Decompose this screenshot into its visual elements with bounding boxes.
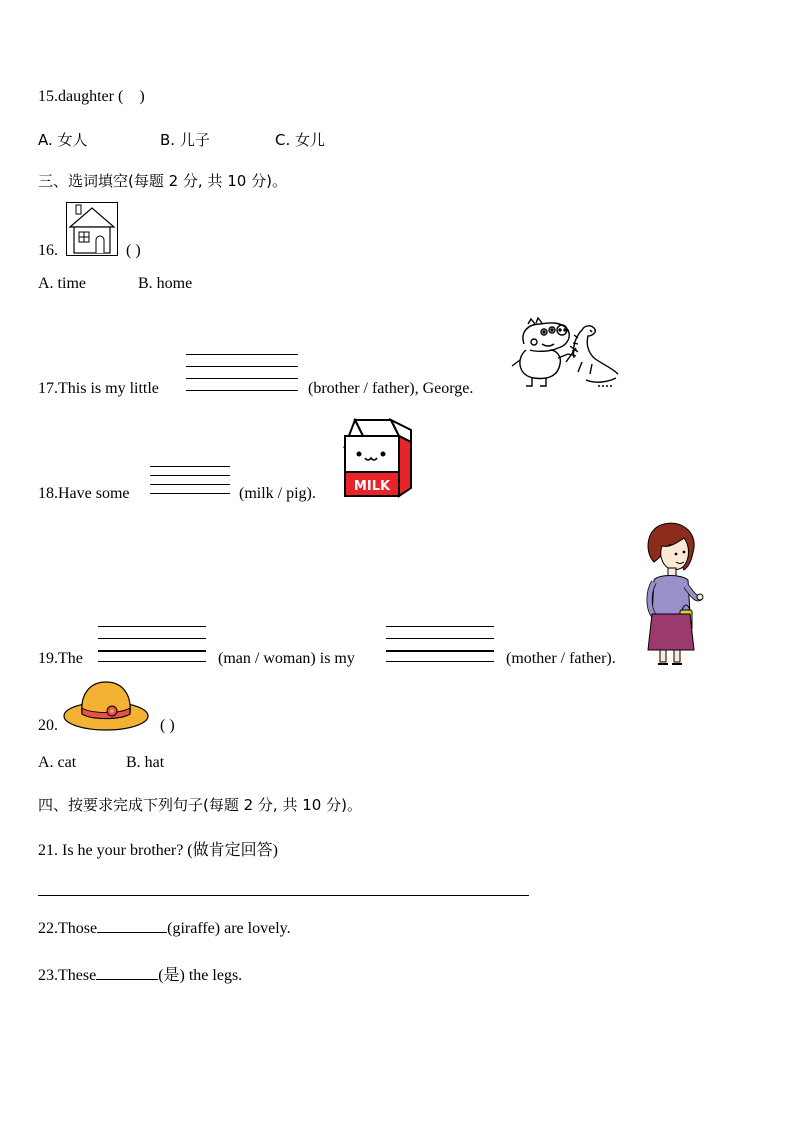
q20-option-a[interactable]: A. cat: [38, 754, 77, 771]
question-22: [38, 920, 291, 938]
q23-blank[interactable]: [96, 979, 158, 980]
carton-label: MILK: [353, 479, 391, 494]
q18-writing-lines[interactable]: [150, 466, 230, 494]
q16-option-b[interactable]: B. home: [138, 275, 193, 292]
woman-illustration: [640, 522, 704, 666]
q17-suffix: (brother / father), George.: [308, 380, 474, 397]
q15-option-a[interactable]: A. 女人: [38, 131, 88, 149]
question-number: 15.: [38, 88, 58, 105]
question-23: [38, 962, 242, 985]
q20-option-b[interactable]: B. hat: [126, 754, 165, 771]
q20-number: 20.: [38, 717, 58, 734]
q18-prefix: 18.Have some: [38, 485, 130, 502]
q19-suffix: (mother / father).: [506, 650, 616, 667]
milk-carton-icon: [341, 418, 413, 498]
q16-number: 16.: [38, 242, 58, 259]
q19-prefix: 19.The: [38, 650, 83, 667]
house-icon: [66, 202, 118, 256]
q21-text: 21. Is he your brother? (做肯定回答): [38, 842, 278, 859]
q19-writing-lines-2[interactable]: [386, 626, 494, 662]
section-4-title: 四、按要求完成下列句子(每题 2 分, 共 10 分)。: [38, 796, 362, 814]
peppa-dinosaur-illustration: [512, 318, 620, 390]
q22-suffix: (giraffe) are lovely.: [167, 920, 291, 937]
q16-answer-paren[interactable]: ( ): [126, 242, 141, 259]
paren-close: ): [139, 88, 145, 105]
q23-suffix: (是) the legs.: [158, 967, 243, 984]
q22-blank[interactable]: [97, 932, 167, 933]
question-word: daughter (: [58, 88, 124, 105]
question-15: [38, 88, 145, 106]
q19-middle: (man / woman) is my: [218, 650, 355, 667]
q17-writing-lines[interactable]: [186, 354, 298, 391]
q18-suffix: (milk / pig).: [239, 485, 316, 502]
q17-prefix: 17.This is my little: [38, 380, 159, 397]
q23-prefix: 23.These: [38, 967, 97, 984]
q16-option-a[interactable]: A. time: [38, 275, 86, 292]
q15-option-c[interactable]: C. 女儿: [275, 131, 326, 149]
q21-answer-line[interactable]: [38, 895, 529, 896]
q22-prefix: 22.Those: [38, 920, 98, 937]
section-3-title: 三、选词填空(每题 2 分, 共 10 分)。: [38, 172, 287, 190]
q19-writing-lines-1[interactable]: [98, 626, 206, 662]
q20-answer-paren[interactable]: ( ): [160, 717, 175, 734]
q15-option-b[interactable]: B. 儿子: [160, 131, 210, 149]
hat-icon: [62, 680, 150, 732]
